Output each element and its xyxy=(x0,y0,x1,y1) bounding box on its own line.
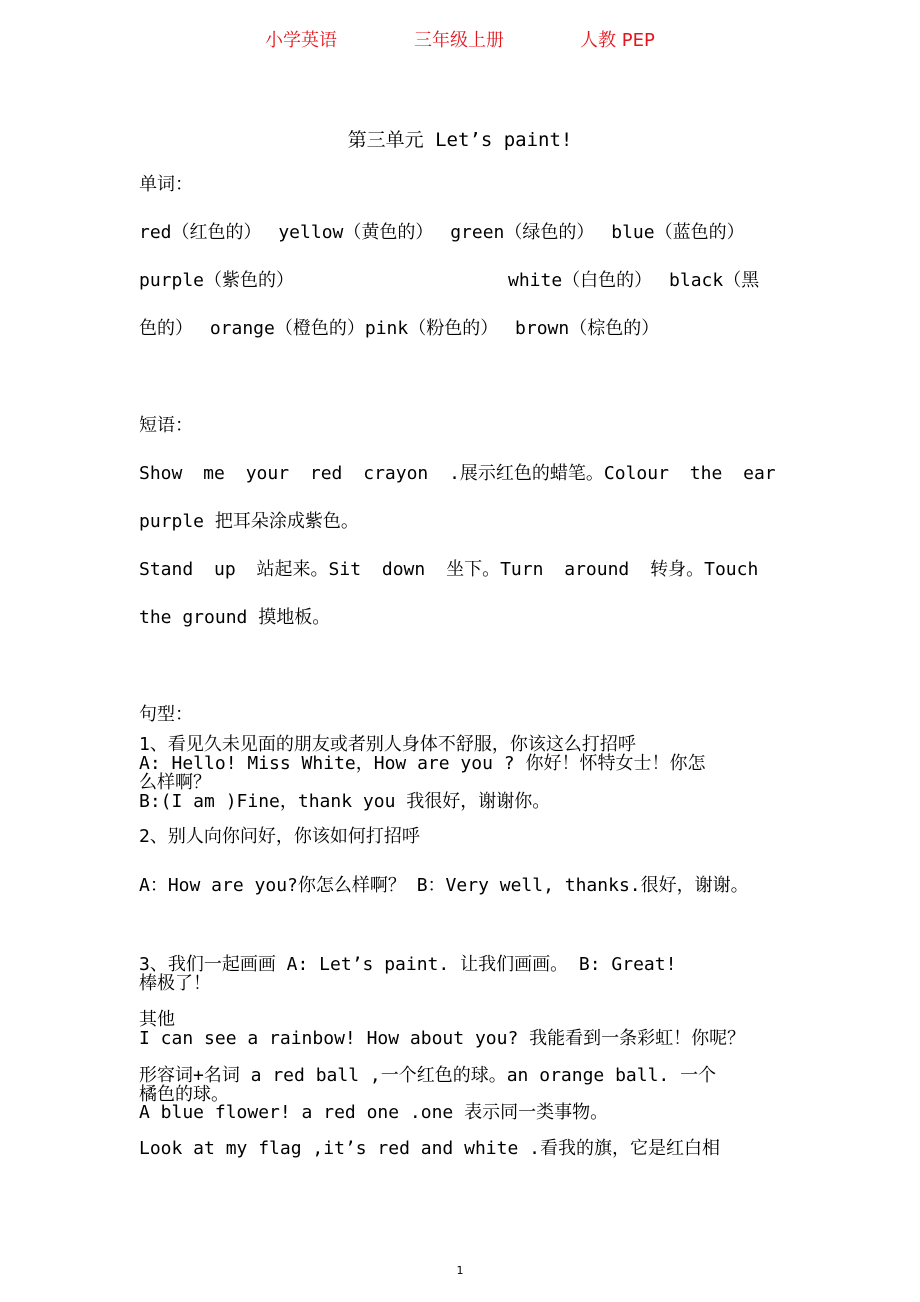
words-line-1: red（红色的） yellow（黄色的） green（绿色的） blue（蓝色的） xyxy=(139,222,745,243)
other-line-1: I can see a rainbow! How about you? 我能看到一条彩虹！你呢？ xyxy=(139,1028,746,1049)
sentence-2-title: 2、别人向你问好，你该如何打招呼 xyxy=(139,826,420,847)
words-line-2a: purple（紫色的） xyxy=(139,270,295,291)
phrases-line-3: Stand up 站起来。Sit down 坐下。Turn around 转身。Touch xyxy=(139,559,759,580)
words-line-3: 色的） orange（橙色的）pink（粉色的） brown（棕色的） xyxy=(139,318,660,339)
header-grade: 三年级上册 xyxy=(414,30,504,51)
other-line-2-cont: 橘色的球。 xyxy=(139,1084,229,1105)
phrases-line-2: purple 把耳朵涂成紫色。 xyxy=(139,511,359,532)
sentence-1-a-cont: 么样啊？ xyxy=(139,772,211,793)
other-line-4: Look at my flag ,it’s red and white .看我的旗，它是红白相 xyxy=(139,1138,720,1159)
phrases-line-4: the ground 摸地板。 xyxy=(139,607,331,628)
phrases-line-1: Show me your red crayon .展示红色的蜡笔。Colour the ear xyxy=(139,463,776,484)
sentence-3-line-1: 3、我们一起画画 A: Let’s paint. 让我们画画。 B: Great! xyxy=(139,954,677,975)
header-subject: 小学英语 xyxy=(265,30,337,51)
header-publisher: 人教 PEP xyxy=(580,30,655,51)
sentence-3-line-2: 棒极了！ xyxy=(139,973,211,994)
page-number: 1 xyxy=(456,1264,464,1277)
other-line-3: A blue flower! a red one .one 表示同一类事物。 xyxy=(139,1102,609,1123)
sentences-heading: 句型： xyxy=(139,704,193,725)
sentence-1-a: A: Hello! Miss White，How are you ? 你好！怀特女士！你怎 xyxy=(139,753,706,774)
other-heading: 其他 xyxy=(139,1009,175,1030)
phrases-heading: 短语： xyxy=(139,415,193,436)
sentence-1-title: 1、看见久未见面的朋友或者别人身体不舒服，你该这么打招呼 xyxy=(139,734,636,755)
words-line-2b: white（白色的） black（黑 xyxy=(508,270,760,291)
sentence-2-ab: A：How are you?你怎么样啊？ B：Very well, thanks.很好，谢谢。 xyxy=(139,875,749,896)
page-title: 第三单元 Let’s paint! xyxy=(347,129,573,151)
sentence-1-b: B:(I am )Fine，thank you 我很好，谢谢你。 xyxy=(139,791,551,812)
words-heading: 单词： xyxy=(139,174,193,195)
other-line-2: 形容词+名词 a red ball ,一个红色的球。an orange ball. 一个 xyxy=(139,1065,717,1086)
